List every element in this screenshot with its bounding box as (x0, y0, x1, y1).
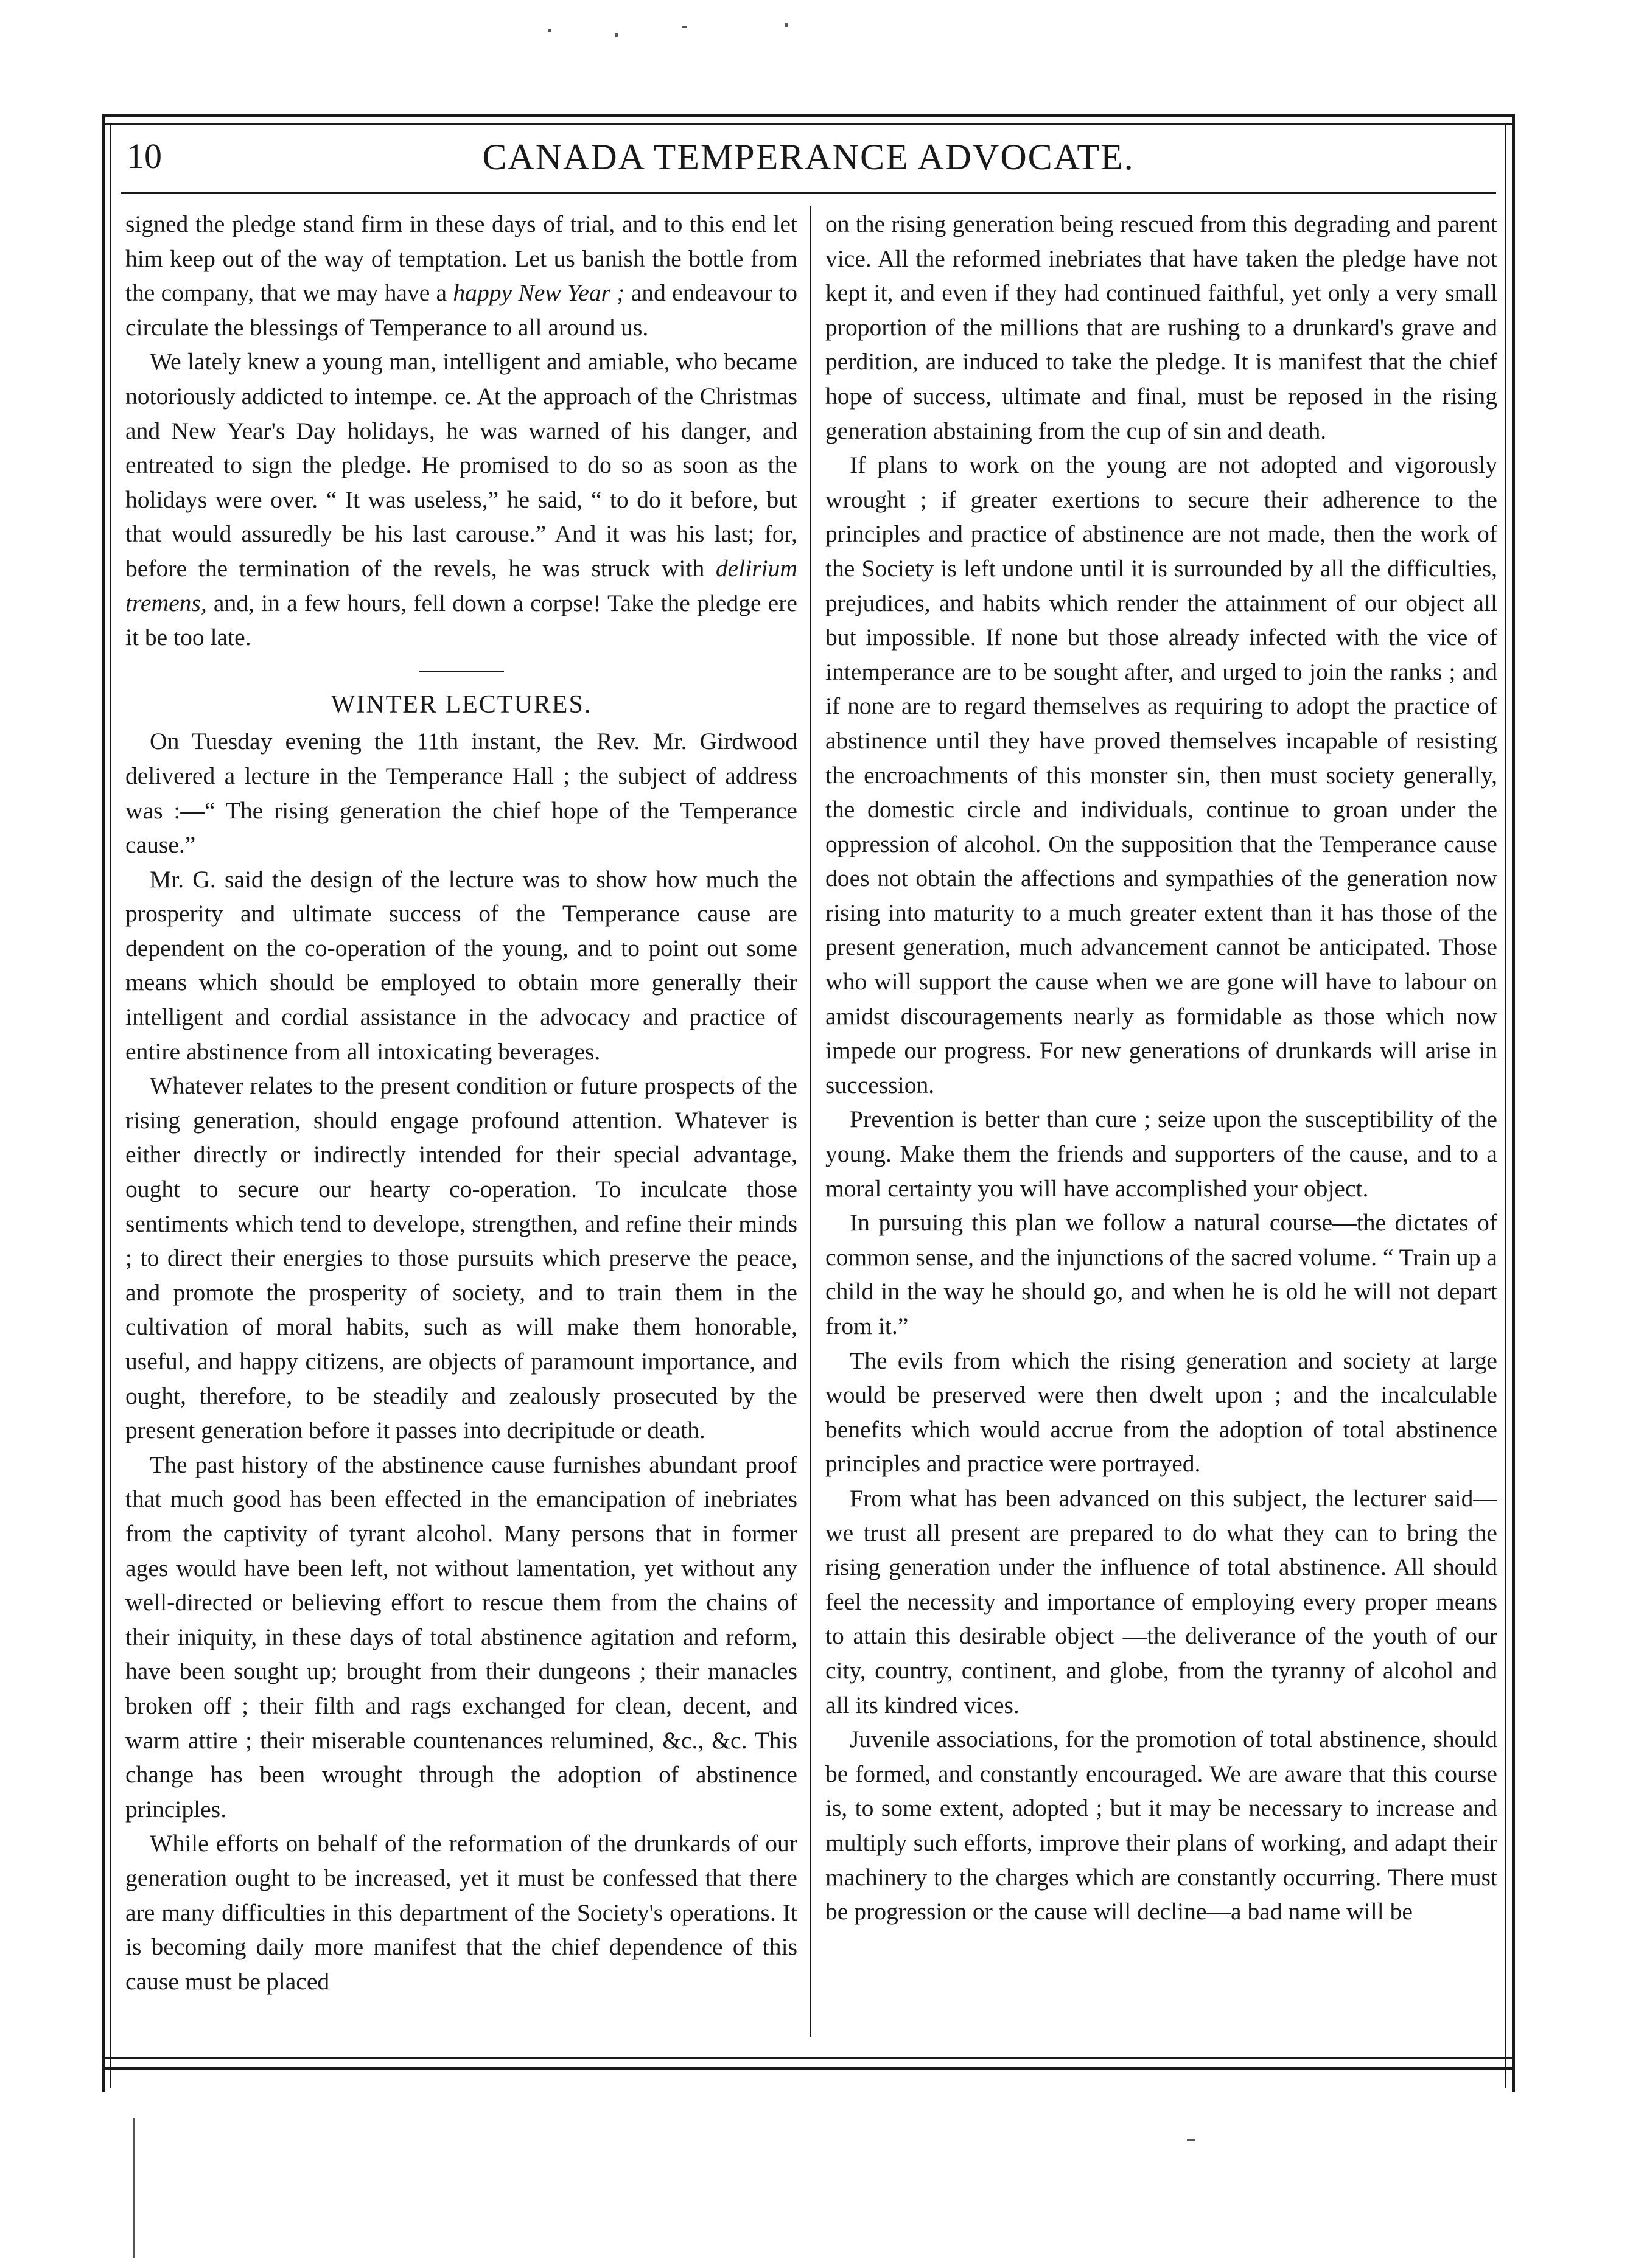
right-border-outer (1512, 114, 1515, 2092)
column-divider (810, 206, 811, 2037)
page-frame (108, 114, 1508, 2086)
paragraph: On Tuesday evening the 11th instant, the Rev. Mr. Girdwood delivered a lecture in the Temperance Hall ; the subject of address was :—“ The rising generation the chief hope of the Temperance cause.” (125, 728, 797, 859)
left-border-inner (110, 123, 111, 2088)
paragraph: Whatever relates to the present condition or future prospects of the rising generation, should engage profound attention. Whatever is either directly or indirectly intended for their special advantage, ought to secure our hearty co-operation. To inculcate those sentiments which tend to develope, strengthen, and refine their minds ; to direct their energies to those pursuits which preserve the peace, and promote the prosperity of society, and to train them in the cultivation of moral habits, such as will make them honorable, useful, and happy citizens, are objects of paramount importance, and ought, therefore, to be steadily and zealously prosecuted by the present generation before it passes into decripitude or death. (125, 1072, 797, 1444)
paragraph: In pursuing this plan we follow a natural course—the dictates of common sense, and the injunctions of the sacred volume. “ Train up a child in the way he should go, and when he is old he will not depart from it.” (825, 1209, 1497, 1339)
top-border-outer (102, 114, 1514, 117)
paragraph: on the rising generation being rescued from this degrading and parent vice. All the reformed inebriates that have taken the pledge have not kept it, and even if they had continued faithful, yet only a very small proportion of the millions that are rushing to a drunkard's grave and perdition, are induced to take the pledge. It is manifest that the chief hope of success, ultimate and final, must be reposed in the rising generation abstaining from the cup of sin and death. (825, 211, 1497, 444)
masthead-title: CANADA TEMPERANCE ADVOCATE. (482, 137, 1135, 177)
bottom-border-outer (102, 2067, 1514, 2070)
scan-speck (548, 29, 551, 32)
paragraph: The past history of the abstinence cause furnishes abundant proof that much good has been effected in the emancipation of inebriates from the captivity of tyrant alcohol. Many persons that in former ages would have been left, not without lamentation, yet without any well-directed or believing effort to rescue them from the chains of their iniquity, in these days of total abstinence agitation and reform, have been sought up; brought from their dungeons ; their manacles broken off ; their filth and rags exchanged for clean, decent, and warm attire ; their miserable countenances relumined, &c., &c. This change has been wrought through the adoption of abstinence principles. (125, 1451, 797, 1823)
left-border-outer (102, 114, 105, 2092)
right-column (825, 207, 1497, 2032)
paragraph: Juvenile associations, for the promotion of total abstinence, should be formed, and constantly encouraged. We are aware that this course is, to some extent, adopted ; but it may be necessary to increase and multiply such efforts, improve their plans of working, and adapt their machinery to the charges which are constantly occurring. There must be progression or the cause will decline—a bad name will be (825, 1726, 1497, 1925)
scan-speck (133, 2118, 135, 2258)
top-border-inner (105, 123, 1512, 125)
bottom-border-inner (105, 2057, 1512, 2059)
paragraph: Prevention is better than cure ; seize upon the susceptibility of the young. Make them the friends and supporters of the cause, and to a moral certainty you will have accomplished your object. (825, 1106, 1497, 1202)
scan-speck (785, 23, 788, 27)
scan-speck (682, 26, 687, 28)
paragraph: From what has been advanced on this subject, the lecturer said—we trust all present are prepared to do what they can to bring the rising generation under the influence of total abstinence. All should feel the necessity and importance of employing every proper means to attain this desirable object —the deliverance of the youth of our city, country, continent, and globe, from the tyranny of alcohol and all its kindred vices. (825, 1484, 1497, 1718)
right-border-inner (1505, 123, 1506, 2088)
section-heading: WINTER LECTURES. (331, 690, 592, 719)
scan-speck (615, 33, 618, 37)
header-rule (121, 192, 1496, 194)
scan-speck (1187, 2139, 1195, 2141)
section-separator (419, 671, 504, 672)
left-column (125, 207, 797, 2032)
paragraph: The evils from which the rising generation and society at large would be preserved were then dwelt upon ; and the incalculable benefits which would accrue from the adoption of total abstinence principles and practice were portrayed. (825, 1347, 1497, 1478)
paragraph: If plans to work on the young are not adopted and vigorously wrought ; if greater exertions to secure their adherence to the principles and practice of abstinence are not made, then the work of the Society is left undone until it is surrounded by all the difficulties, prejudices, and habits which render the attainment of our object all but impossible. If none but those already infected with the vice of intemperance are to be sought after, and urged to join the ranks ; and if none are to regard themselves as requiring to adopt the practice of abstinence until they have proved themselves incapable of resisting the encroachments of this monster sin, then must society generally, the domestic circle and individuals, continue to groan under the oppression of alcohol. On the supposition that the Temperance cause does not obtain the affections and sympathies of the generation now rising into maturity to a much greater extent than it has those of the present generation, much advancement cannot be anticipated. Those who will support the cause when we are gone will have to labour on amidst discouragements nearly as formidable as those which now impede our progress. For new generations of drunkards will arise in succession. (825, 452, 1497, 1098)
paragraph: Mr. G. said the design of the lecture was to show how much the prosperity and ultimate success of the Temperance cause are dependent on the co-operation of the young, and to point out some means which should be employed to obtain more generally their intelligent and cordial assistance in the advocacy and practice of entire abstinence from all intoxicating beverages. (125, 865, 797, 1065)
paragraph: signed the pledge stand firm in these days of trial, and to this end let him keep out of the way of temptation. Let us banish the bottle from the company, that we may have a happy New Year ; and endeavour to circulate the blessings of Temperance to all around us. (125, 211, 797, 341)
paragraph: While efforts on behalf of the reformation of the drunkards of our generation ought to be increased, yet it must be confessed that there are many difficulties in this department of the Society's operations. It is becoming daily more manifest that the chief dependence of this cause must be placed (125, 1830, 797, 1995)
paragraph: We lately knew a young man, intelligent and amiable, who became notoriously addicted to intempe. ce. At the approach of the Christmas and New Year's Day holidays, he was warned of his danger, and entreated to sign the pledge. He promised to do so as soon as the holidays were over. “ It was useless,” he said, “ to do it before, but that would assuredly be his last carouse.” And it was his last; for, before the termination of the revels, he was struck with delirium tremens, and, in a few hours, fell down a corpse! Take the pledge ere it be too late. (125, 348, 797, 651)
page-number: 10 (127, 136, 162, 176)
